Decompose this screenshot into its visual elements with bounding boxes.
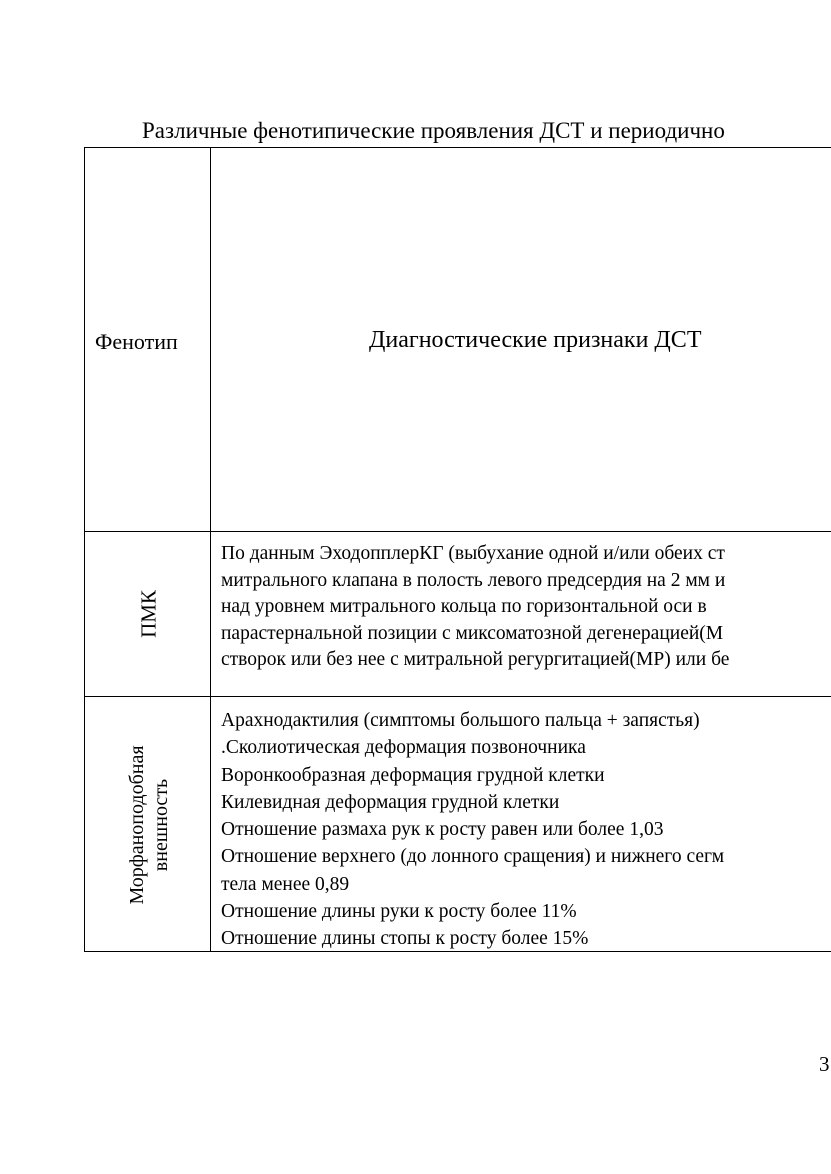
- row-label-marfanoid-line: Морфаноподобная: [126, 745, 148, 905]
- pmk-description: [221, 541, 729, 674]
- marfanoid-line: Отношение размаха рук к росту равен или более 1,03: [221, 819, 664, 841]
- page-title: Различные фенотипические проявления ДСТ и периодично: [142, 118, 725, 143]
- marfanoid-line: Отношение верхнего (до лонного сращения) и нижнего сегм: [221, 846, 725, 868]
- marfanoid-line: тела менее 0,89: [221, 873, 350, 895]
- column-divider: [210, 147, 211, 952]
- table-left-border: [84, 147, 85, 952]
- pmk-line: парастернальной позиции с миксоматозной дегенерацией(М: [221, 622, 724, 644]
- marfanoid-line: Отношение длины руки к росту более 11%: [221, 901, 577, 923]
- marfanoid-line: Воронкообразная деформация грудной клетки: [221, 764, 605, 786]
- pmk-line: над уровнем митрального кольца по горизонтальной оси в: [221, 596, 707, 617]
- table-top-border: [84, 147, 831, 148]
- pmk-line: митрального клапана в полость левого предсердия на 2 мм и: [221, 569, 726, 591]
- marfanoid-line: Отношение длины стопы к росту более 15%: [221, 928, 589, 950]
- row-divider-header: [84, 531, 831, 532]
- marfanoid-description: [221, 707, 724, 953]
- row-divider-pmk: [84, 696, 831, 697]
- marfanoid-line: Арахнодактилия (симптомы большого пальца + запястья): [221, 710, 700, 731]
- row-label-marfanoid-line: внешность: [150, 778, 172, 872]
- pmk-line: створок или без нее с митральной регургитацией(МР) или бе: [221, 649, 730, 670]
- header-phenotype: Фенотип: [95, 329, 178, 354]
- page-number: 3: [819, 1052, 830, 1076]
- row-label-marfanoid: [125, 745, 173, 904]
- marfanoid-line: Килевидная деформация грудной клетки: [221, 791, 560, 813]
- header-signs: Диагностические признаки ДСТ: [369, 327, 702, 353]
- marfanoid-line: .Сколиотическая деформация позвоночника: [221, 737, 586, 759]
- row-label-pmk: ПМК: [136, 590, 161, 638]
- pmk-line: По данным ЭходопплерКГ (выбухание одной и/или обеих ст: [221, 543, 725, 564]
